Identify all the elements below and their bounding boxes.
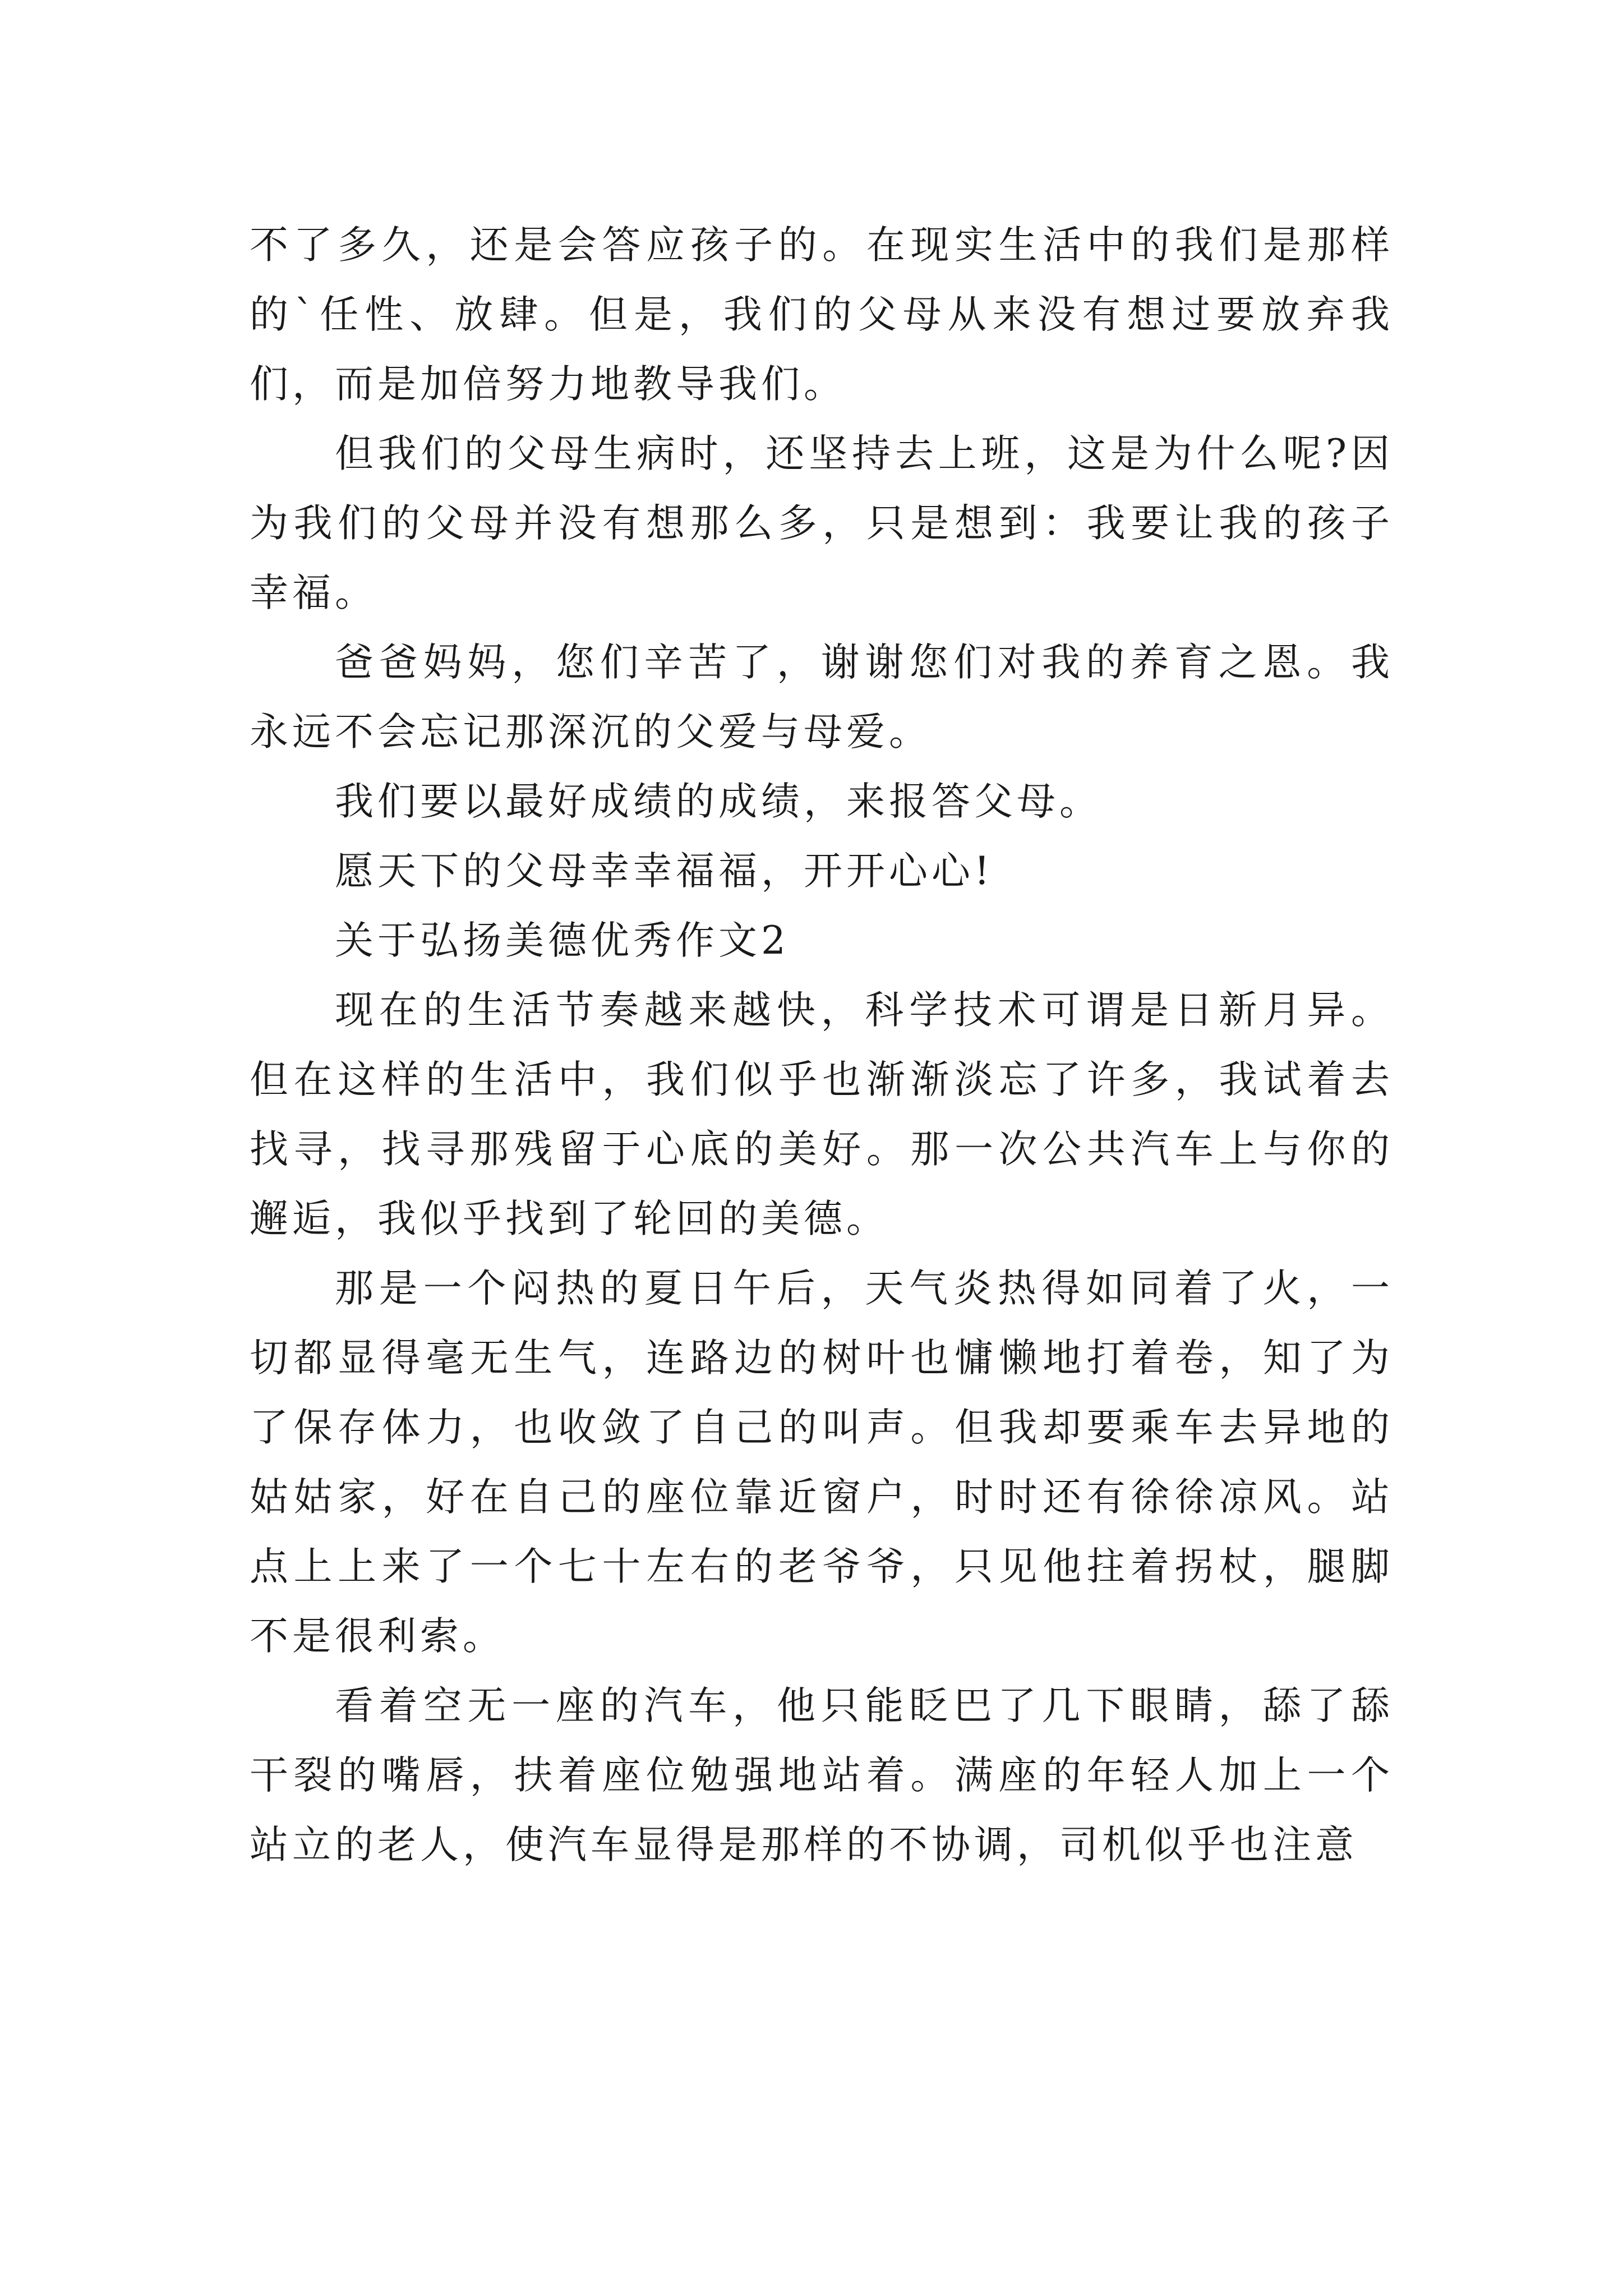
paragraph-8: 看着空无一座的汽车，他只能眨巴了几下眼睛，舔了舔干裂的嘴唇，扶着座位勉强地站着。满座的年轻人加上一个站立的老人，使汽车显得是那样的不协调，司机似乎也注意	[250, 1683, 1394, 1867]
paragraph-6: 现在的生活节奏越来越快，科学技术可谓是日新月异。但在这样的生活中，我们似乎也渐渐淡忘了许多，我试着去找寻，找寻那残留于心底的美好。那一次公共汽车上与你的邂逅，我似乎找到了轮回的美德。	[250, 988, 1394, 1241]
paragraph-5: 愿天下的父母幸幸福福，开开心心!	[335, 849, 994, 894]
paragraph-4: 我们要以最好成绩的成绩，来报答父母。	[335, 779, 1102, 824]
paragraph-1: 不了多久，还是会答应孩子的。在现实生活中的我们是那样的`任性、放肆。但是，我们的父母从来没有想过要放弃我们，而是加倍努力地教导我们。	[250, 223, 1394, 407]
section-heading: 关于弘扬美德优秀作文2	[335, 918, 790, 963]
paragraph-3: 爸爸妈妈，您们辛苦了，谢谢您们对我的养育之恩。我永远不会忘记那深沉的父爱与母爱。	[250, 640, 1394, 754]
paragraph-7: 那是一个闷热的夏日午后，天气炎热得如同着了火，一切都显得毫无生气，连路边的树叶也慵懒地打着卷，知了为了保存体力，也收敛了自己的叫声。但我却要乘车去异地的姑姑家，好在自己的座位靠近窗户，时时还有徐徐凉风。站点上上来了一个七十左右的老爷爷，只见他拄着拐杖，腿脚不是很利索。	[250, 1266, 1394, 1659]
paragraph-2: 但我们的父母生病时，还坚持去上班，这是为什么呢?因为我们的父母并没有想那么多，只是想到：我要让我的孩子幸福。	[250, 431, 1394, 615]
document-body	[250, 210, 1394, 1880]
